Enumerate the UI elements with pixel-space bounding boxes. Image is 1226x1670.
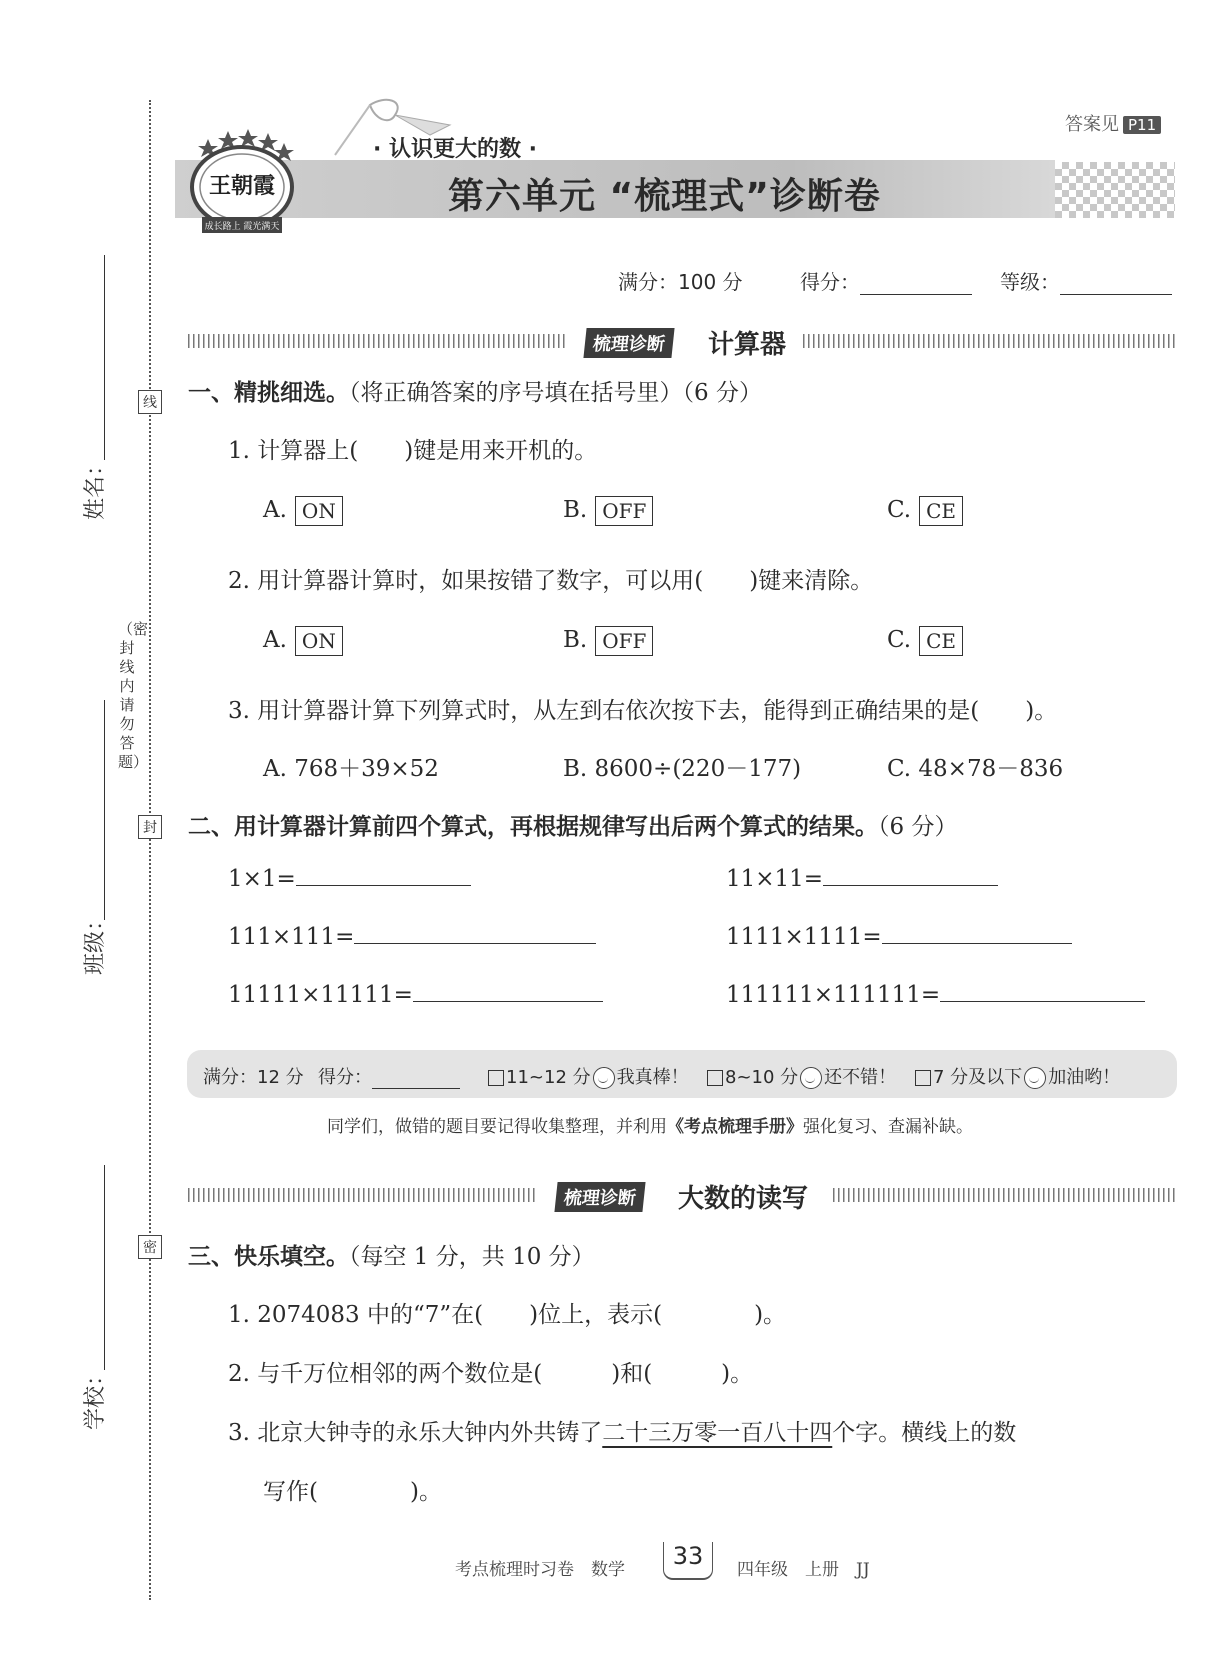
q1-1-option-b[interactable]: B. OFF — [563, 496, 653, 526]
off-key: OFF — [595, 496, 653, 526]
expr-5[interactable]: 11111×11111= — [228, 982, 603, 1008]
q1-2-option-a[interactable]: A. ON — [263, 626, 343, 656]
class-label: 班级： — [83, 908, 108, 975]
cheer-face-icon — [1024, 1067, 1046, 1089]
q3-item-3-cont[interactable]: 写作( )。 — [263, 1479, 442, 1505]
section-header-large-numbers — [188, 1180, 1178, 1214]
section-header-calculator — [188, 326, 1178, 360]
q1-3-option-c[interactable]: C. 48×78－836 — [887, 756, 1064, 782]
checkbox[interactable] — [488, 1070, 504, 1086]
q3-item-1[interactable]: 1. 2074083 中的“7”在( )位上，表示( )。 — [228, 1302, 787, 1328]
q1-2-option-c[interactable]: C. CE — [887, 626, 963, 656]
answer-ref-label: 答案见 — [1065, 114, 1119, 135]
expr-6[interactable]: 111111×111111= — [726, 982, 1145, 1008]
svg-text:成长路上 霞光满天: 成长路上 霞光满天 — [204, 222, 280, 232]
score-field[interactable] — [800, 266, 972, 295]
hatch-left — [188, 334, 568, 348]
expr-2[interactable]: 11×11= — [726, 866, 998, 892]
hatch-left — [188, 1188, 538, 1202]
section-badge: 梳理诊断 — [583, 328, 674, 358]
rating-option-3[interactable]: 7 分及以下 加油哟！ — [915, 1063, 1120, 1089]
ce-key: CE — [919, 496, 963, 526]
q1-2-option-b[interactable]: B. OFF — [563, 626, 653, 656]
grade-blank[interactable] — [1060, 272, 1172, 295]
q1-item-2-stem: 2. 用计算器计算时，如果按错了数字，可以用( )键来清除。 — [228, 568, 874, 594]
brand-logo — [180, 125, 305, 235]
q1-3-option-b[interactable]: B. 8600÷(220－177) — [563, 756, 802, 782]
checkbox[interactable] — [915, 1070, 931, 1086]
answer-blank[interactable] — [413, 983, 603, 1002]
footer-left: 考点梳理时习卷 数学 — [455, 1560, 625, 1580]
review-reminder: 同学们，做错的题目要记得收集整理，并利用《考点梳理手册》强化复习、查漏补缺。 — [327, 1117, 973, 1137]
seal-notice: （密封线内请勿答题） — [118, 620, 149, 771]
svg-text:王朝霞: 王朝霞 — [208, 173, 276, 199]
answer-blank[interactable] — [296, 867, 471, 886]
expr-3[interactable]: 111×111= — [228, 924, 596, 950]
seal-char-top: 线 — [138, 390, 162, 414]
school-label: 学校： — [83, 1363, 108, 1430]
grade-label: 等级： — [1000, 270, 1060, 294]
happy-face-icon — [593, 1067, 615, 1089]
ce-key: CE — [919, 626, 963, 656]
name-line — [104, 255, 105, 460]
rating-option-2[interactable]: 8~10 分 还不错！ — [707, 1063, 896, 1089]
answer-blank[interactable] — [940, 983, 1145, 1002]
q1-item-1-stem: 1. 计算器上( )键是用来开机的。 — [228, 438, 598, 464]
page-title: 第六单元 “梳理式”诊断卷 — [448, 176, 881, 217]
smile-face-icon — [800, 1067, 822, 1089]
expr-4[interactable]: 1111×1111= — [726, 924, 1072, 950]
section-badge: 梳理诊断 — [554, 1182, 645, 1212]
q1-3-option-a[interactable]: A. 768＋39×52 — [263, 756, 439, 782]
unit-subtitle: · 认识更大的数 · — [373, 137, 538, 162]
full-score: 满分：100 分 — [618, 270, 743, 294]
hatch-right — [803, 334, 1178, 348]
question-3-heading: 三、快乐填空。（每空 1 分，共 10 分） — [188, 1244, 595, 1270]
section-title: 大数的读写 — [678, 1184, 809, 1214]
section-title: 计算器 — [708, 330, 787, 360]
checkbox[interactable] — [707, 1070, 723, 1086]
score-blank[interactable] — [860, 272, 972, 295]
answer-page-tag: P11 — [1123, 116, 1161, 134]
question-2-heading: 二、用计算器计算前四个算式，再根据规律写出后两个算式的结果。（6 分） — [188, 814, 958, 840]
seal-char-bottom: 密 — [138, 1235, 162, 1259]
score-label: 得分： — [800, 270, 860, 294]
question-1-heading: 一、精挑细选。（将正确答案的序号填在括号里）（6 分） — [188, 380, 762, 406]
q3-item-2[interactable]: 2. 与千万位相邻的两个数位是( )和( )。 — [228, 1361, 754, 1387]
answer-reference — [1065, 110, 1161, 136]
q1-1-option-c[interactable]: C. CE — [887, 496, 963, 526]
hatch-right — [833, 1188, 1178, 1202]
q1-item-3-stem: 3. 用计算器计算下列算式时，从左到右依次按下去，能得到正确结果的是( )。 — [228, 698, 1058, 724]
bar-score-field[interactable]: 得分： — [318, 1063, 460, 1089]
grade-field[interactable] — [1000, 266, 1172, 295]
q1-1-option-a[interactable]: A. ON — [263, 496, 343, 526]
answer-blank[interactable] — [354, 925, 596, 944]
on-key: ON — [295, 626, 343, 656]
on-key: ON — [295, 496, 343, 526]
footer-right: 四年级 上册 JJ — [737, 1560, 870, 1580]
page-number: 33 — [663, 1542, 713, 1580]
bar-score-blank[interactable] — [372, 1070, 460, 1089]
class-line — [104, 700, 105, 920]
underlined-number-words: 二十三万零一百八十四 — [602, 1420, 833, 1446]
answer-blank[interactable] — [823, 867, 998, 886]
bar-full-score: 满分：12 分 — [203, 1067, 304, 1088]
banner-checker-pattern — [1055, 162, 1175, 218]
q3-item-3[interactable]: 3. 北京大钟寺的永乐大钟内外共铸了二十三万零一百八十四个字。横线上的数 — [228, 1420, 1017, 1446]
off-key: OFF — [595, 626, 653, 656]
school-line — [104, 1165, 105, 1370]
seal-char-mid: 封 — [138, 815, 162, 839]
binding-dotted-line — [149, 100, 151, 1600]
rating-option-1[interactable]: 11~12 分 我真棒！ — [488, 1063, 689, 1089]
answer-blank[interactable] — [882, 925, 1072, 944]
expr-1[interactable]: 1×1= — [228, 866, 471, 892]
name-label: 姓名： — [83, 453, 108, 520]
